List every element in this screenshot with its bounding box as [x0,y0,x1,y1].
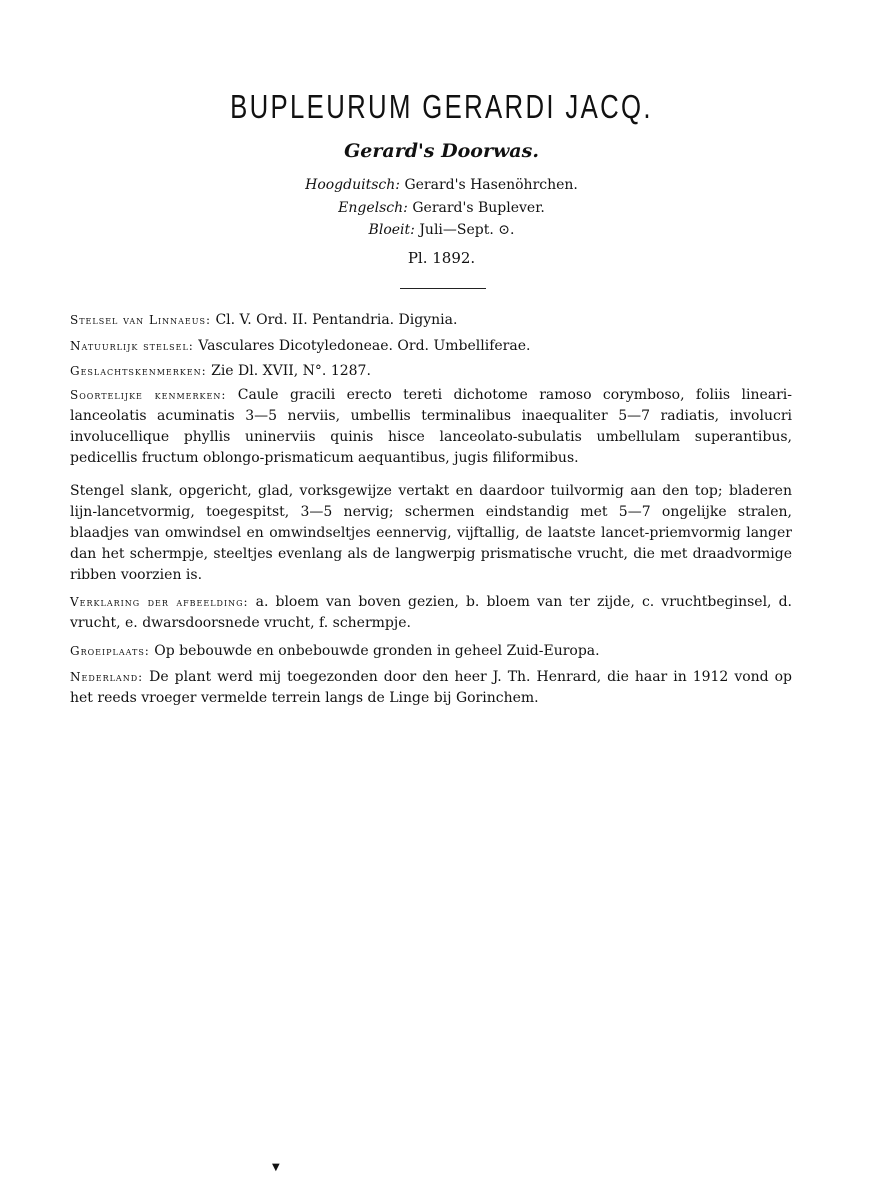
print-mark: ▼ [272,1162,280,1173]
plate-number: Pl. 1892. [407,249,476,267]
species-section [70,385,792,469]
linnaeus-section [70,310,792,331]
habitat-text: Op bebouwde en onbebouwde gronden in geheel Zuid-Europa. [154,643,600,659]
habitat-label: Groeiplaats: [70,644,150,658]
explanation-text: a. bloem van boven gezien, b. bloem van ter zijde, c. vruchtbeginsel, d. vrucht, e. dwarsdoorsnede vrucht, f. schermpje. [70,594,792,631]
genus-label: Geslachtskenmerken: [70,364,207,378]
english-label: Engelsch: [338,200,408,216]
divider [400,288,486,289]
german-value: Gerard's Hasenöhrchen. [404,177,578,193]
netherlands-label: Nederland: [70,670,144,684]
page-title: BUPLEURUM GERARDI JACQ. [230,88,653,125]
genus-text: Zie Dl. XVII, N°. 1287. [211,363,371,379]
netherlands-section [70,667,792,709]
species-text: Caule gracili erecto tereti dichotome ramoso corymboso, foliis lineari-lanceolatis acuminatis 3—5 nerviis, umbellis terminalibus inaequaliter 5—7 radiatis, involucri involucellique phyllis uninerviis quinis hisce lanceolato-subulatis umbellulam superantibus, pedicellis fructum oblongo-prismaticum aequantibus, jugis filiformibus. [70,387,792,466]
common-name: Gerard's Doorwas. [344,140,539,162]
natural-system-label: Natuurlijk stelsel: [70,339,194,353]
explanation-section [70,592,792,634]
bloom-value: Juli—Sept. ⊙. [419,222,515,238]
netherlands-text: De plant werd mij toegezonden door den heer J. Th. Henrard, die haar in 1912 vond op het reeds vroeger vermelde terrein langs de Linge bij Gorinchem. [70,669,793,706]
bloom-label: Bloeit: [368,222,415,238]
english-value: Gerard's Buplever. [412,200,545,216]
explanation-label: Verklaring der afbeelding: [70,595,249,609]
english-name-line [0,200,883,216]
species-label: Soortelijke kenmerken: [70,388,227,402]
habitat-section [70,641,792,662]
natural-system-text: Vasculares Dicotyledoneae. Ord. Umbelliferae. [198,338,531,354]
natural-system-section [70,336,792,357]
german-name-line [0,177,883,193]
linnaeus-label: Stelsel van Linnaeus: [70,313,211,327]
german-label: Hoogduitsch: [305,177,400,193]
bloom-line [0,222,883,238]
description-paragraph: Stengel slank, opgericht, glad, vorksgewijze vertakt en daardoor tuilvormig aan den top; bladeren lijn-lancetvormig, toegespitst, 3—5 nervig; schermen eindstandig met 5—7 ongelijke stralen, blaadjes van omwindsel en omwindseltjes eennervig, vijftallig, de laatste lancet-priemvormig langer dan het schermpje, steeltjes evenlang als de langwerpig prismatische vrucht, die met draadvormige ribben voorzien is. [70,483,792,583]
genus-section [70,361,792,382]
linnaeus-text: Cl. V. Ord. II. Pentandria. Digynia. [215,312,458,328]
